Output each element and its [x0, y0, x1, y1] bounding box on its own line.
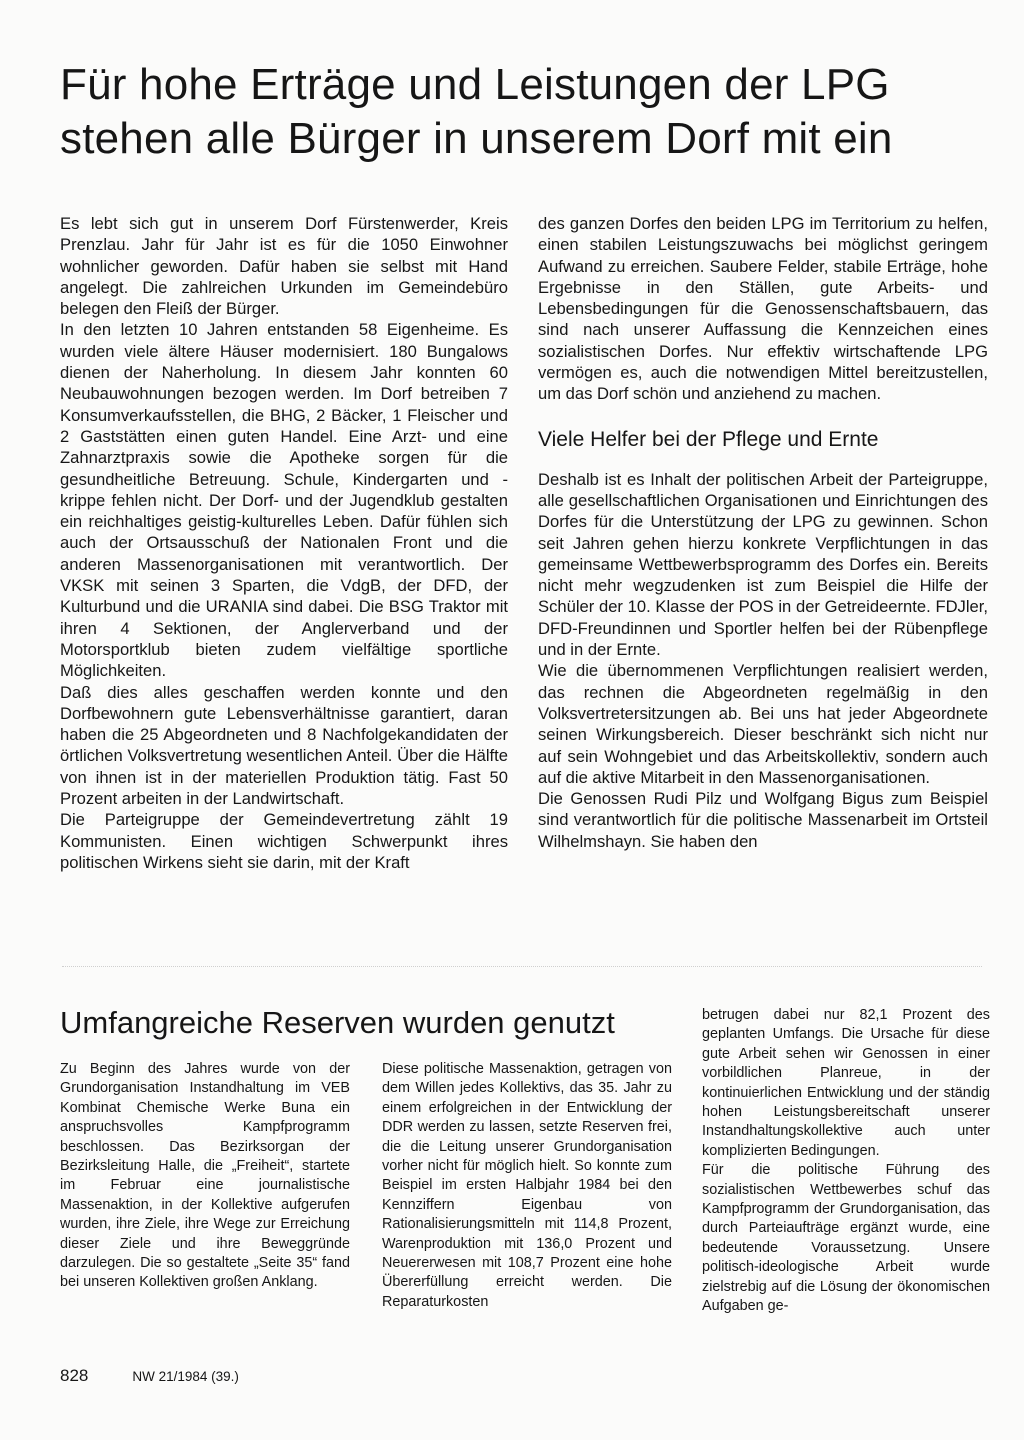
article1-paragraph: In den letzten 10 Jahren entstanden 58 Eigenheime. Es wurden viele ältere Häuser modernisiert. 180 Bungalows dienen der Naherholung. In diesem Jahr konnten 60 Neubauwohnungen bezogen werden. Im Dorf betreiben 7 Konsumverkaufsstellen, die BHG, 2 Bäcker, 1 Fleischer und 2 Gaststätten einen guten Handel. Eine Arzt- und eine Zahnarztpraxis sowie die Apotheke sorgen für die gesundheitliche Betreuung. Schule, Kindergarten und -krippe fehlen nicht. Der Dorf- und der Jugendklub gestalten ein reichhaltiges geistig-kulturelles Leben. Dafür fühlen sich auch der Ortsausschuß der Nationalen Front und die anderen Massenorganisationen mit verantwortlich. Der VKSK mit seinen 3 Sparten, die VdgB, der DFD, der Kulturbund und die URANIA sind dabei. Die BSG Traktor mit ihren 4 Sektionen, der Anglerverband und der Motorsportklub bieten zudem vielfältige sportliche Möglichkeiten.: [60, 320, 508, 681]
article1-column-1: [60, 213, 508, 873]
article2-column-1: [60, 1060, 350, 1293]
issue-label: NW 21/1984 (39.): [132, 1369, 239, 1384]
article1-paragraph: Wie die übernommenen Verpflichtungen realisiert werden, das rechnen die Abgeordneten regelmäßig in den Volksvertretersitzungen ab. Bei uns hat jeder Abgeordnete seinen Wirkungsbereich. Dieser beschränkt sich nicht nur auf sein Wohngebiet und das Arbeitskollektiv, sondern auch auf die aktive Mitarbeit in den Massenorganisationen.: [538, 661, 988, 787]
article1-paragraph: Daß dies alles geschaffen werden konnte und den Dorfbewohnern gute Lebensverhältnisse garantiert, daran haben die 25 Abgeordneten und 8 Nachfolgekandidaten der örtlichen Volksvertretung wesentlichen Anteil. Über die Hälfte von ihnen ist in der materiellen Produktion tätig. Fast 50 Prozent arbeiten in der Landwirtschaft.: [60, 682, 508, 809]
headline-line-2: stehen alle Bürger in unserem Dorf mit ein: [60, 114, 893, 163]
article1-paragraph: Es lebt sich gut in unserem Dorf Fürstenwerder, Kreis Prenzlau. Jahr für Jahr ist es für die 1050 Einwohner wohnlicher geworden. Dafür haben sie selbst mit Hand angelegt. Die zahlreichen Urkunden im Gemeindebüro belegen den Fleiß der Bürger.: [60, 214, 508, 319]
article2-paragraph: Zu Beginn des Jahres wurde von der Grundorganisation Instandhaltung im VEB Kombinat Chemische Werke Buna ein anspruchsvolles Kampfprogramm beschlossen. Das Bezirksorgan der Bezirksleitung Halle, die „Freiheit“, startete im Februar eine journalistische Massenaktion, in der Kollektive aufgerufen wurden, ihre Ziele, ihre Wege zur Erreichung dieser Ziele und ihre Beweggründe darzulegen. Die so gestaltete „Seite 35“ fand bei unseren Kollektiven großen Anklang.: [60, 1061, 350, 1291]
article2-paragraph: Für die politische Führung des sozialistischen Wettbewerbes schuf das Kampfprogramm der Grundorganisation, das durch Parteiaufträge ergänzt wurde, eine bedeutende Voraussetzung. Unsere politisch-ideologische Arbeit wurde zielstrebig auf die Lösung der ökonomischen Aufgaben ge-: [702, 1162, 990, 1315]
article1-paragraph: des ganzen Dorfes den beiden LPG im Territorium zu helfen, einen stabilen Leistungszuwachs bei möglichst geringem Aufwand zu erreichen. Saubere Felder, stabile Erträge, hohe Ergebnisse in den Ställen, gute Arbeits- und Lebensbedingungen für die Genossenschaftsbauern, das sind nach unserer Auffassung die Kennzeichen eines sozialistischen Dorfes. Nur effektiv wirtschaftende LPG vermögen es, auch die notwendigen Mittel bereitzustellen, um das Dorf schön und anziehend zu machen.: [538, 214, 988, 404]
page-number: 828: [60, 1366, 89, 1385]
headline-line-1: Für hohe Erträge und Leistungen der LPG: [60, 60, 890, 109]
article2-column-2: [382, 1060, 672, 1312]
subheading: Viele Helfer bei der Pflege und Ernte: [538, 427, 879, 451]
article2-paragraph: betrugen dabei nur 82,1 Prozent des geplanten Umfangs. Die Ursache für diese gute Arbeit sehen wir Genossen in einer vorbildlichen Planreue, in der kontinuierlichen Entwicklung und der ständig hohen Leistungsbereitschaft unserer Instandhaltungskollektive auch unter komplizierten Bedingungen.: [702, 1007, 990, 1159]
divider: [62, 966, 982, 969]
article1-column-2: [538, 213, 988, 852]
article1-paragraph: Deshalb ist es Inhalt der politischen Arbeit der Parteigruppe, alle gesellschaftlichen Organisationen und Einrichtungen des Dorfes für die Unterstützung der LPG zu gewinnen. Schon seit Jahren gehen hierzu konkrete Verpflichtungen in das gemeinsame Wettbewerbsprogramm des Dorfes ein. Bereits nicht mehr wegzudenken ist zum Beispiel die Hilfe der Schüler der 10. Klasse der POS in der Getreideernte. FDJler, DFD-Freundinnen und Sportler helfen bei der Rübenpflege und in der Ernte.: [538, 469, 988, 660]
article1-paragraph: Die Genossen Rudi Pilz und Wolfgang Bigus zum Beispiel sind verantwortlich für die politische Massenarbeit im Ortsteil Wilhelmshayn. Sie haben den: [538, 789, 988, 851]
article-headline: [60, 58, 980, 166]
article2-headline: Umfangreiche Reserven wurden genutzt: [60, 1005, 615, 1040]
article2-paragraph: Diese politische Massenaktion, getragen von dem Willen jedes Kollektivs, das 35. Jahr zu einem erfolgreichen in der Entwicklung der DDR werden zu lassen, setzte Reserven frei, die die Leitung unserer Grundorganisation vorher nicht für möglich hielt. So konnte zum Beispiel im ersten Halbjahr 1984 bei den Kennziffern Eigenbau von Rationalisierungsmitteln mit 114,8 Prozent, Warenproduktion mit 136,0 Prozent und Neuererwesen mit 108,7 Prozent eine hohe Übererfüllung erreicht werden. Die Reparaturkosten: [382, 1061, 672, 1310]
article2-column-3: [702, 1006, 990, 1317]
page-footer: [60, 1366, 239, 1386]
article1-paragraph: Die Parteigruppe der Gemeindevertretung zählt 19 Kommunisten. Einen wichtigen Schwerpunkt ihres politischen Wirkens sieht sie darin, mit der Kraft: [60, 810, 508, 872]
